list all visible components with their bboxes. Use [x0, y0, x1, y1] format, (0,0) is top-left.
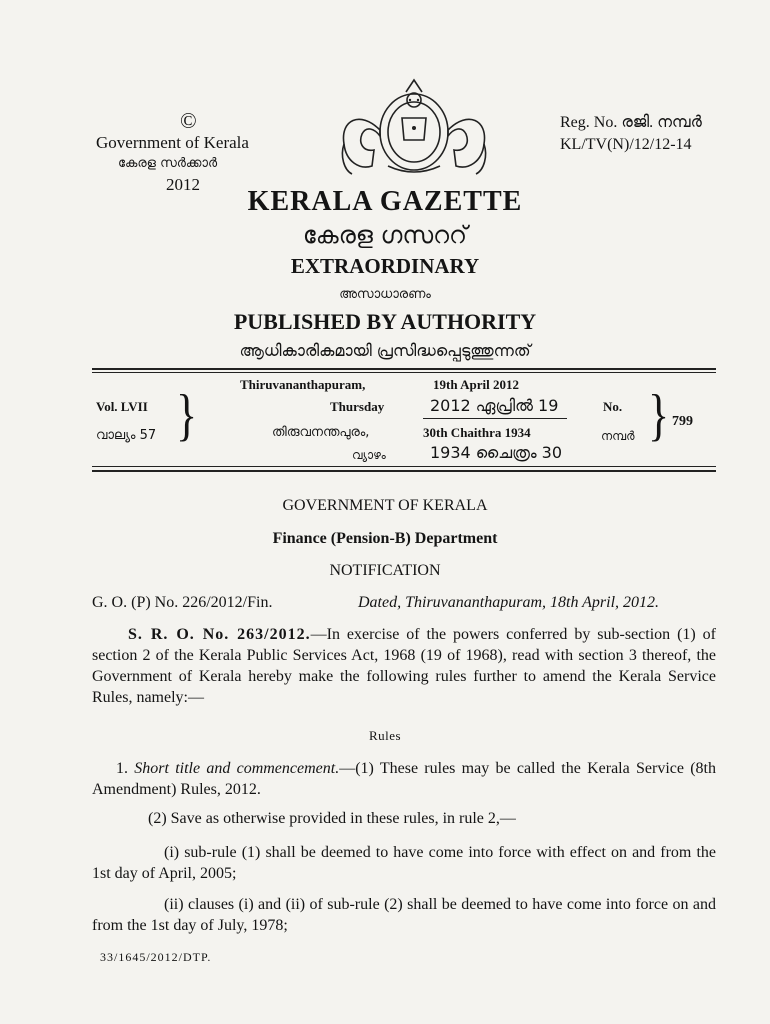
volume-label-ml: വാല്യം 57 — [96, 428, 157, 443]
registration-block — [560, 112, 702, 156]
number-brace: } — [648, 383, 670, 448]
number-label-ml: നമ്പർ — [601, 429, 635, 443]
publisher-block — [96, 110, 276, 195]
place-label-ml: തിരുവനന്തപുരം, — [272, 425, 370, 440]
day-label: Thursday — [330, 399, 385, 414]
volume-label: Vol. LVII — [96, 399, 148, 414]
issue-number: 799 — [672, 414, 693, 429]
rule-1-paragraph — [92, 758, 716, 800]
extraordinary-label: EXTRAORDINARY — [290, 254, 480, 278]
rules-heading: Rules — [368, 728, 402, 743]
print-code: 33/1645/2012/DTP. — [100, 950, 212, 964]
place-label: Thiruvananthapuram, — [240, 377, 366, 392]
government-name-en: Government of Kerala — [96, 133, 249, 152]
rule-1-text: —(1) These rules may be called the Kerala Service (8th Amendment) Rules, 2012. — [92, 760, 717, 798]
notice-department: Finance (Pension-B) Department — [272, 530, 498, 547]
sro-number: S. R. O. No. 263/2012. — [128, 626, 311, 643]
go-date: Dated, Thiruvananthapuram, 18th April, 2012. — [358, 594, 660, 611]
rule-1-title: Short title and commencement. — [134, 760, 340, 777]
kerala-emblem-icon — [330, 70, 498, 178]
number-label: No. — [603, 399, 623, 414]
extraordinary-label-ml: അസാധാരണം — [339, 287, 431, 302]
divider-bottom-inner — [92, 466, 716, 467]
go-number: G. O. (P) No. 226/2012/Fin. — [92, 594, 273, 611]
authority-label-ml: ആധികാരികമായി പ്രസിദ്ധപ്പെടുത്തുന്നത് — [239, 341, 531, 360]
date-en: 19th April 2012 — [433, 377, 519, 392]
divider-top-inner — [92, 372, 716, 373]
copyright-year: 2012 — [166, 175, 200, 194]
divider-top — [92, 368, 716, 370]
rule-1-clause-ii: (ii) clauses (i) and (ii) of sub-rule (2) shall be deemed to have come into force on and from the 1st day of July, 1978; — [92, 896, 716, 934]
sro-text: —In exercise of the powers conferred by sub-section (1) of section 2 of the Kerala Public Services Act, 1968 (19 of 1968), read with section 3 thereof, the Government of Kerala hereby make the following rules further to amend the Kerala Service Rules, namely:— — [92, 626, 717, 706]
date-ml: 2012 ഏപ്രിൽ 19 — [430, 396, 559, 415]
registration-label: Reg. No. രജി. നമ്പർ — [560, 114, 702, 131]
sro-paragraph — [92, 624, 716, 708]
government-name-ml: കേരള സർക്കാർ — [118, 156, 218, 171]
rule-1-number: 1. — [116, 760, 128, 777]
notice-type: NOTIFICATION — [329, 562, 441, 579]
rule-1-subrule-2: (2) Save as otherwise provided in these rules, in rule 2,— — [148, 810, 516, 827]
authority-label: PUBLISHED BY AUTHORITY — [233, 309, 537, 334]
copyright-symbol: © — [180, 108, 197, 133]
volume-brace: } — [176, 383, 198, 448]
day-label-ml: വ്യാഴം — [352, 448, 386, 462]
date-divider — [423, 418, 567, 419]
notice-government: GOVERNMENT OF KERALA — [282, 497, 488, 514]
gazette-title: KERALA GAZETTE — [247, 186, 523, 217]
registration-number: KL/TV(N)/12/12-14 — [560, 136, 692, 153]
saka-date-en: 30th Chaithra 1934 — [423, 425, 531, 440]
saka-date-ml: 1934 ചൈത്രം 30 — [430, 443, 563, 462]
rule-1-clause-i: (i) sub-rule (1) shall be deemed to have come into force with effect on and from the 1st day of April, 2005; — [92, 844, 716, 882]
divider-bottom — [92, 470, 716, 472]
gazette-title-ml: കേരള ഗസററ് — [302, 221, 468, 249]
